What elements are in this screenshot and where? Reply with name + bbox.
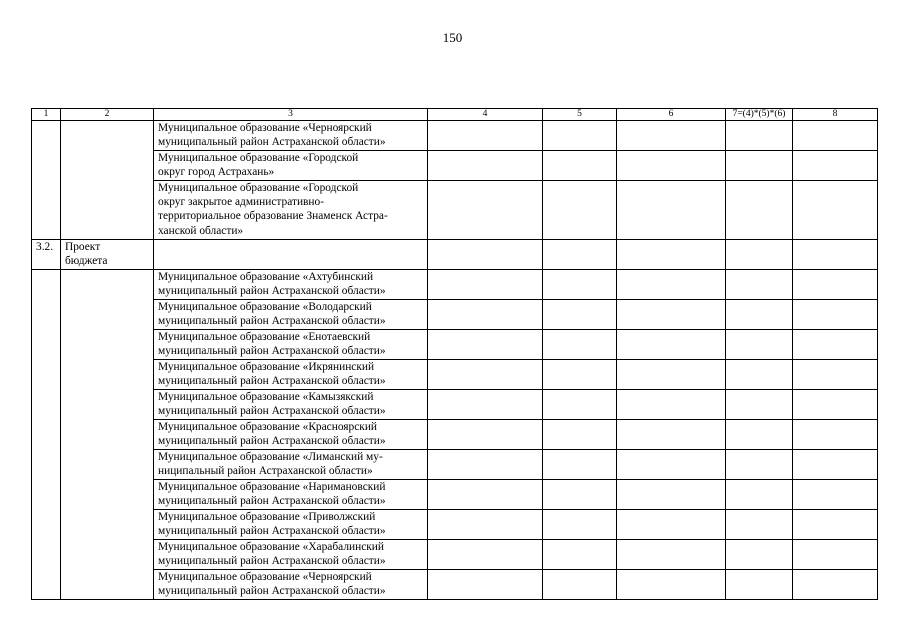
value-cell <box>793 510 878 540</box>
municipality-cell: Муниципальное образование «Городской округ город Астрахань» <box>154 151 428 181</box>
column-number-row <box>32 109 878 121</box>
table-row <box>32 330 878 360</box>
column-number: 3 <box>154 109 428 121</box>
municipality-cell: Муниципальное образование «Икрянинский муниципальный район Астраханской области» <box>154 360 428 390</box>
value-cell <box>428 510 543 540</box>
value-cell <box>543 480 617 510</box>
value-cell <box>617 240 726 270</box>
value-cell <box>726 480 793 510</box>
municipality-cell: Муниципальное образование «Володарский муниципальный район Астраханской области» <box>154 300 428 330</box>
value-cell <box>793 240 878 270</box>
value-cell <box>428 300 543 330</box>
column-number: 2 <box>61 109 154 121</box>
table-row <box>32 480 878 510</box>
value-cell <box>793 151 878 181</box>
municipality-cell: Муниципальное образование «Ахтубинский муниципальный район Астраханской области» <box>154 270 428 300</box>
value-cell <box>793 330 878 360</box>
value-cell <box>543 240 617 270</box>
column-number: 5 <box>543 109 617 121</box>
value-cell <box>726 330 793 360</box>
section-title: Проект бюджета <box>61 240 154 270</box>
value-cell <box>726 121 793 151</box>
value-cell <box>793 300 878 330</box>
value-cell <box>793 420 878 450</box>
value-cell <box>543 420 617 450</box>
number-cell <box>32 121 61 240</box>
value-cell <box>543 450 617 480</box>
value-cell <box>793 360 878 390</box>
value-cell <box>617 510 726 540</box>
table-row <box>32 540 878 570</box>
value-cell <box>428 181 543 240</box>
value-cell <box>428 480 543 510</box>
page-number: 150 <box>442 30 463 45</box>
item-cell <box>61 270 154 600</box>
number-cell <box>32 270 61 600</box>
column-number: 4 <box>428 109 543 121</box>
value-cell <box>543 300 617 330</box>
value-cell <box>726 151 793 181</box>
value-cell <box>726 270 793 300</box>
table-row <box>32 390 878 420</box>
municipality-cell: Муниципальное образование «Черноярский муниципальный район Астраханской области» <box>154 121 428 151</box>
value-cell <box>428 240 543 270</box>
value-cell <box>726 181 793 240</box>
value-cell <box>617 420 726 450</box>
table-row <box>32 121 878 151</box>
value-cell <box>793 121 878 151</box>
value-cell <box>617 360 726 390</box>
value-cell <box>543 570 617 600</box>
value-cell <box>793 181 878 240</box>
value-cell <box>543 390 617 420</box>
value-cell <box>726 360 793 390</box>
municipality-cell: Муниципальное образование «Лиманский му- ниципальный район Астраханской области» <box>154 450 428 480</box>
value-cell <box>793 390 878 420</box>
value-cell <box>617 181 726 240</box>
municipality-cell: Муниципальное образование «Приволжский муниципальный район Астраханской области» <box>154 510 428 540</box>
column-number: 1 <box>32 109 61 121</box>
value-cell <box>793 270 878 300</box>
value-cell <box>428 540 543 570</box>
value-cell <box>793 570 878 600</box>
municipality-cell: Муниципальное образование «Красноярский муниципальный район Астраханской области» <box>154 420 428 450</box>
value-cell <box>617 270 726 300</box>
value-cell <box>543 360 617 390</box>
value-cell <box>617 300 726 330</box>
municipality-cell: Муниципальное образование «Черноярский муниципальный район Астраханской области» <box>154 570 428 600</box>
value-cell <box>793 450 878 480</box>
municipality-cell: Муниципальное образование «Городской округ закрытое административно- территориальное образование Знаменск Астра- ханской области» <box>154 181 428 240</box>
value-cell <box>617 330 726 360</box>
value-cell <box>617 390 726 420</box>
value-cell <box>543 181 617 240</box>
value-cell <box>428 390 543 420</box>
value-cell <box>428 450 543 480</box>
value-cell <box>543 121 617 151</box>
value-cell <box>726 390 793 420</box>
value-cell <box>617 121 726 151</box>
column-number: 7=(4)*(5)*(6) <box>726 109 793 121</box>
table-row <box>32 181 878 240</box>
value-cell <box>726 240 793 270</box>
value-cell <box>428 420 543 450</box>
value-cell <box>726 510 793 540</box>
value-cell <box>617 151 726 181</box>
table-row <box>32 450 878 480</box>
table-row <box>32 270 878 300</box>
section-number: 3.2. <box>32 240 61 270</box>
value-cell <box>543 270 617 300</box>
municipality-cell <box>154 240 428 270</box>
value-cell <box>793 480 878 510</box>
value-cell <box>726 450 793 480</box>
value-cell <box>428 330 543 360</box>
value-cell <box>726 300 793 330</box>
value-cell <box>543 540 617 570</box>
value-cell <box>617 540 726 570</box>
value-cell <box>617 450 726 480</box>
value-cell <box>543 510 617 540</box>
value-cell <box>617 570 726 600</box>
value-cell <box>428 151 543 181</box>
value-cell <box>428 270 543 300</box>
value-cell <box>726 420 793 450</box>
budget-table <box>31 108 878 600</box>
value-cell <box>617 480 726 510</box>
table-row <box>32 510 878 540</box>
value-cell <box>726 540 793 570</box>
value-cell <box>543 330 617 360</box>
value-cell <box>793 540 878 570</box>
municipality-cell: Муниципальное образование «Харабалинский муниципальный район Астраханской области» <box>154 540 428 570</box>
table-row <box>32 360 878 390</box>
column-number: 6 <box>617 109 726 121</box>
value-cell <box>726 570 793 600</box>
section-row <box>32 240 878 270</box>
table-row <box>32 300 878 330</box>
municipality-cell: Муниципальное образование «Енотаевский муниципальный район Астраханской области» <box>154 330 428 360</box>
municipality-cell: Муниципальное образование «Наримановский муниципальный район Астраханской области» <box>154 480 428 510</box>
value-cell <box>428 121 543 151</box>
value-cell <box>428 570 543 600</box>
value-cell <box>428 360 543 390</box>
item-cell <box>61 121 154 240</box>
column-number: 8 <box>793 109 878 121</box>
municipality-cell: Муниципальное образование «Камызякский муниципальный район Астраханской области» <box>154 390 428 420</box>
table-row <box>32 151 878 181</box>
table-row <box>32 420 878 450</box>
value-cell <box>543 151 617 181</box>
table-row <box>32 570 878 600</box>
